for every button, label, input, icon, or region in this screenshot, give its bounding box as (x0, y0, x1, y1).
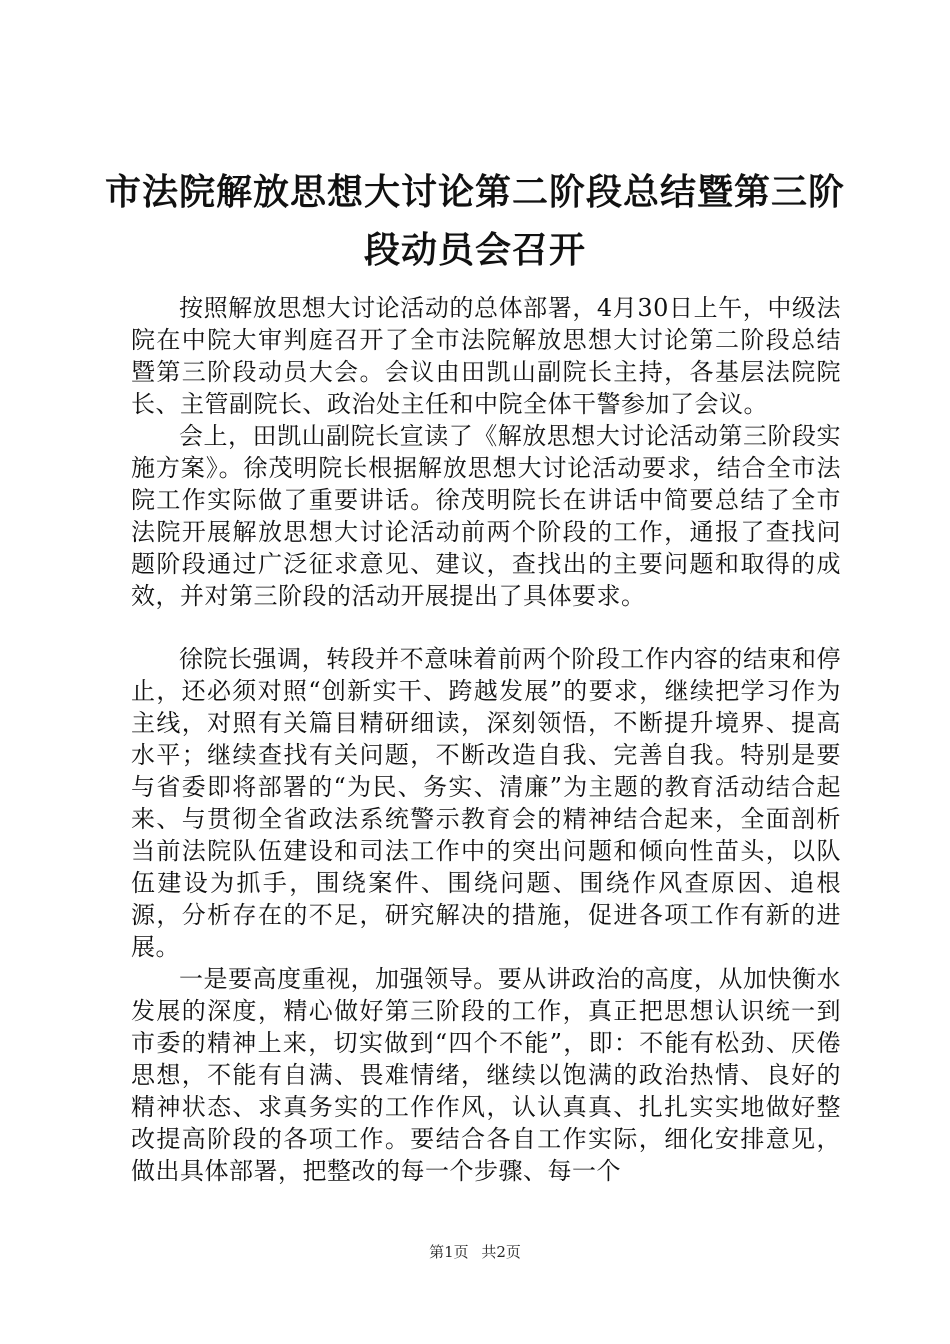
paragraph-3: 徐院长强调，转段并不意味着前两个阶段工作内容的结束和停止，还必须对照“创新实干、跨越发展”的要求，继续把学习作为主线，对照有关篇目精研细读，深刻领悟，不断提升境界、提高水平；继续查找有关问题，不断改造自我、完善自我。特别是要与省委即将部署的“为民、务实、清廉”为主题的教育活动结合起来、与贯彻全省政法系统警示教育会的精神结合起来，全面剖析当前法院队伍建设和司法工作中的突出问题和倾向性苗头，以队伍建设为抓手，围绕案件、围绕问题、围绕作风查原因、追根源，分析存在的不足，研究解决的措施，促进各项工作有新的进展。 (131, 645, 841, 961)
page-total: 共2页 (481, 1243, 521, 1261)
page-number: 第1页 (429, 1243, 469, 1261)
page-footer (0, 1242, 950, 1262)
document-title (60, 163, 890, 279)
paragraph-4: 一是要高度重视，加强领导。要从讲政治的高度，从加快衡水发展的深度，精心做好第三阶段的工作，真正把思想认识统一到市委的精神上来，切实做到“四个不能”，即：不能有松劲、厌倦思想，不能有自满、畏难情绪，继续以饱满的政治热情、良好的精神状态、求真务实的工作作风，认认真真、扎扎实实地做好整改提高阶段的各项工作。要结合各自工作实际，细化安排意见，做出具体部署，把整改的每一个步骤、每一个 (131, 965, 841, 1185)
paragraph-2: 会上，田凯山副院长宣读了《解放思想大讨论活动第三阶段实施方案》。徐茂明院长根据解放思想大讨论活动要求，结合全市法院工作实际做了重要讲话。徐茂明院长在讲话中简要总结了全市法院开展解放思想大讨论活动前两个阶段的工作，通报了查找问题阶段通过广泛征求意见、建议，查找出的主要问题和取得的成效，并对第三阶段的活动开展提出了具体要求。 (131, 422, 841, 610)
document-body (131, 292, 841, 1187)
title-line-2: 段动员会召开 (363, 229, 586, 271)
paragraph-1: 按照解放思想大讨论活动的总体部署，4月30日上午，中级法院在中院大审判庭召开了全市法院解放思想大讨论第二阶段总结暨第三阶段动员大会。会议由田凯山副院长主持，各基层法院院长、主管副院长、政治处主任和中院全体干警参加了会议。 (131, 294, 841, 418)
paragraph-gap (131, 612, 841, 643)
title-line-1: 市法院解放思想大讨论第二阶段总结暨第三阶 (104, 171, 845, 213)
